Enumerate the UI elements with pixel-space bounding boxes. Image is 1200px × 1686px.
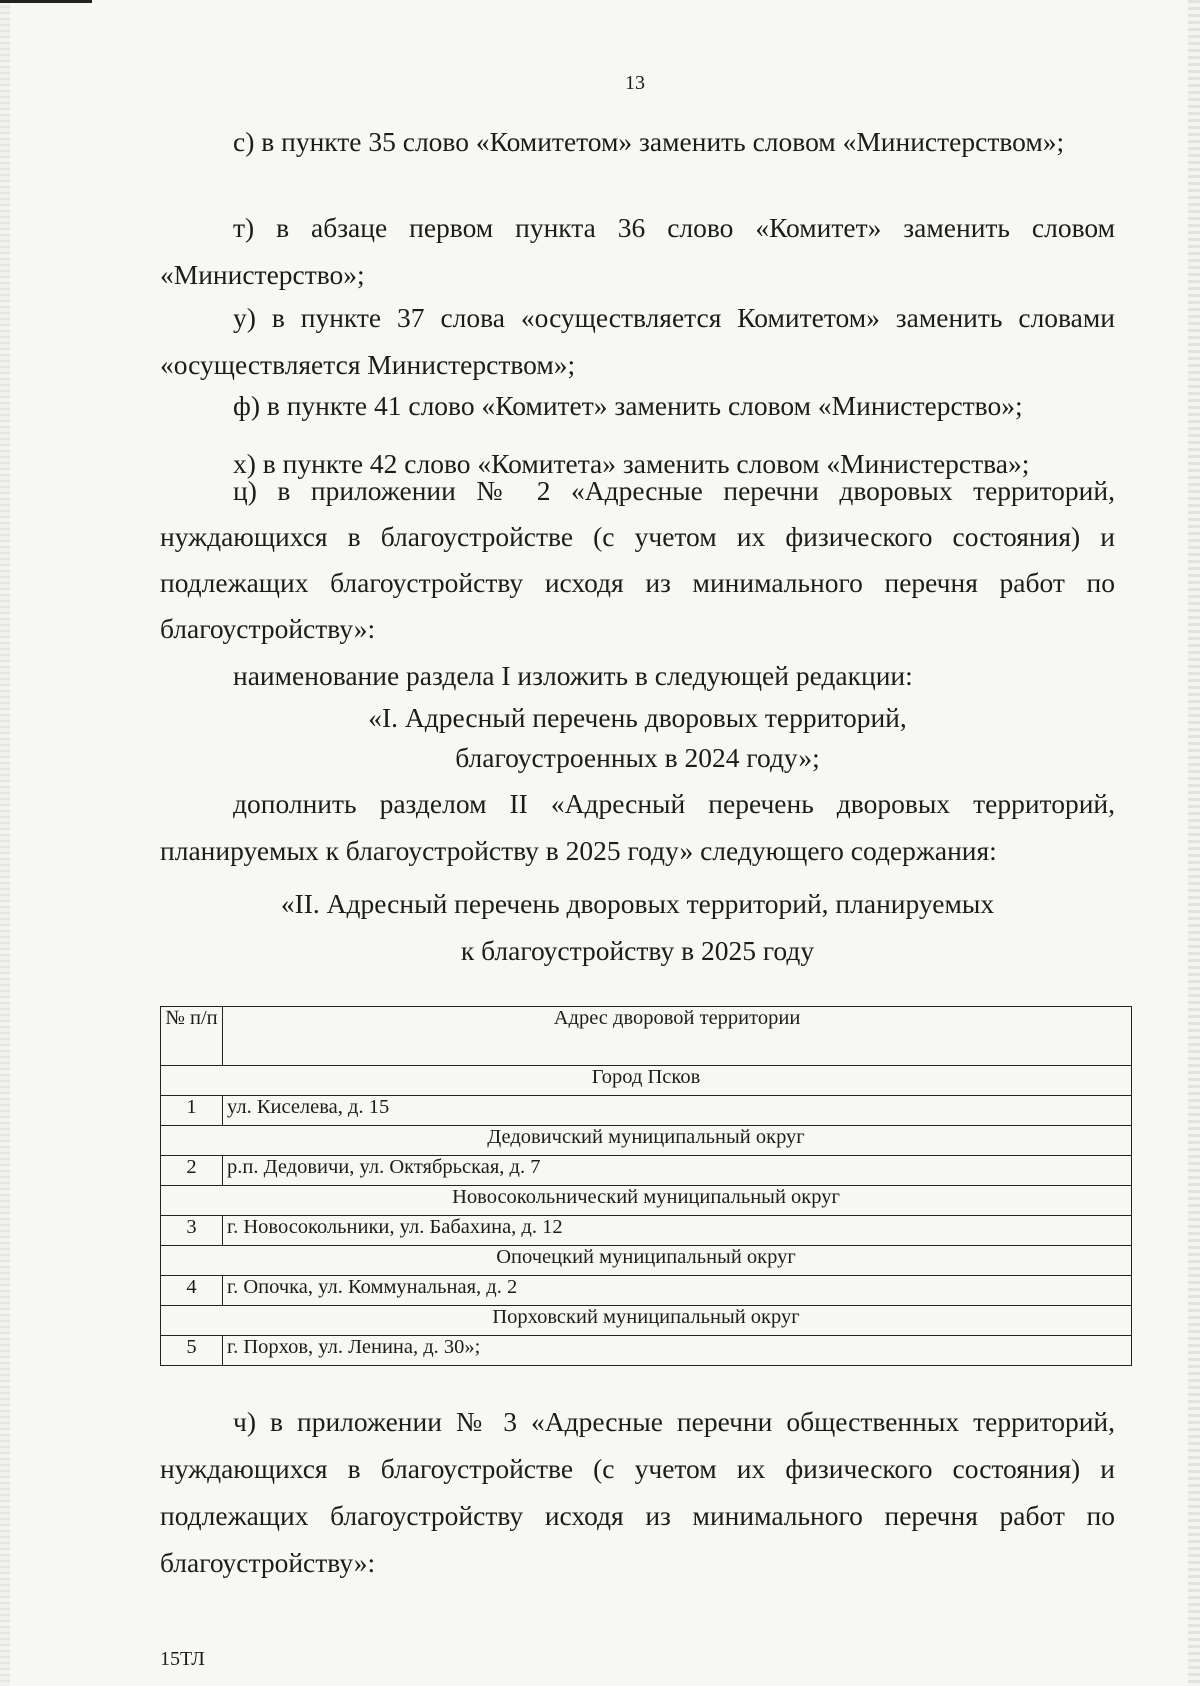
group-name: Город Псков [161,1066,1132,1096]
table-row [161,1156,1132,1186]
table-row [161,1216,1132,1246]
row-num: 5 [161,1336,223,1366]
group-row [161,1246,1132,1276]
section-one-heading-line1: «I. Адресный перечень дворовых территорий, [368,702,907,733]
row-num: 1 [161,1096,223,1126]
paragraph-addition: дополнить разделом II «Адресный перечень дворовых территорий, планируемых к благоустройству в 2025 году» следующего содержания: [160,788,1115,866]
row-address: ул. Киселева, д. 15 [223,1096,1132,1126]
scan-mark [0,0,92,3]
header-address: Адрес дворовой территории [223,1007,1132,1066]
scan-edge-right [1188,0,1200,1686]
row-num: 4 [161,1276,223,1306]
group-row [161,1126,1132,1156]
paragraph-s: с) в пункте 35 слово «Комитетом» заменить словом «Министерством»; [233,126,1065,157]
address-table [160,1006,1132,1366]
row-address: р.п. Дедовичи, ул. Октябрьская, д. 7 [223,1156,1132,1186]
section-one-heading-line2: благоустроенных в 2024 году»; [455,742,820,773]
footer-code: 15ТЛ [160,1648,205,1670]
scan-edge-left [0,0,10,1686]
paragraph-ts: ц) в приложении № 2 «Адресные перечни дворовых территорий, нуждающихся в благоустройстве (с учетом их физического состояния) и подлежащих благоустройству исходя из минимального перечня работ по благоустройству»: [160,475,1115,644]
header-num: № п/п [161,1007,223,1066]
group-row [161,1306,1132,1336]
table-row [161,1096,1132,1126]
row-address: г. Порхов, ул. Ленина, д. 30»; [223,1336,1132,1366]
table-title-line2: к благоустройству в 2025 году [460,935,815,966]
page-number: 13 [625,72,645,94]
paragraph-t: т) в абзаце первом пункта 36 слово «Комитет» заменить словом «Министерство»; [160,212,1115,290]
paragraph-f: ф) в пункте 41 слово «Комитет» заменить словом «Министерство»; [233,390,1023,421]
paragraph-naming: наименование раздела I изложить в следующей редакции: [233,660,913,691]
table-title-line1: «II. Адресный перечень дворовых территорий, планируемых [280,888,995,919]
group-name: Порховский муниципальный округ [161,1306,1132,1336]
row-address: г. Опочка, ул. Коммунальная, д. 2 [223,1276,1132,1306]
table-row [161,1276,1132,1306]
table-row [161,1336,1132,1366]
paragraph-kh: х) в пункте 42 слово «Комитета» заменить словом «Министерства»; [233,448,1030,479]
paragraph-u: у) в пункте 37 слова «осуществляется Комитетом» заменить словами «осуществляется Министерством»; [160,302,1115,380]
row-num: 3 [161,1216,223,1246]
table-header-row [161,1007,1132,1066]
paragraph-ch: ч) в приложении № 3 «Адресные перечни общественных территорий, нуждающихся в благоустройстве (с учетом их физического состояния) и подлежащих благоустройству исходя из минимального перечня работ по благоустройству»: [160,1406,1115,1578]
group-name: Новосокольнический муниципальный округ [161,1186,1132,1216]
row-address: г. Новосокольники, ул. Бабахина, д. 12 [223,1216,1132,1246]
row-num: 2 [161,1156,223,1186]
group-row [161,1066,1132,1096]
group-row [161,1186,1132,1216]
group-name: Дедовичский муниципальный округ [161,1126,1132,1156]
group-name: Опочецкий муниципальный округ [161,1246,1132,1276]
